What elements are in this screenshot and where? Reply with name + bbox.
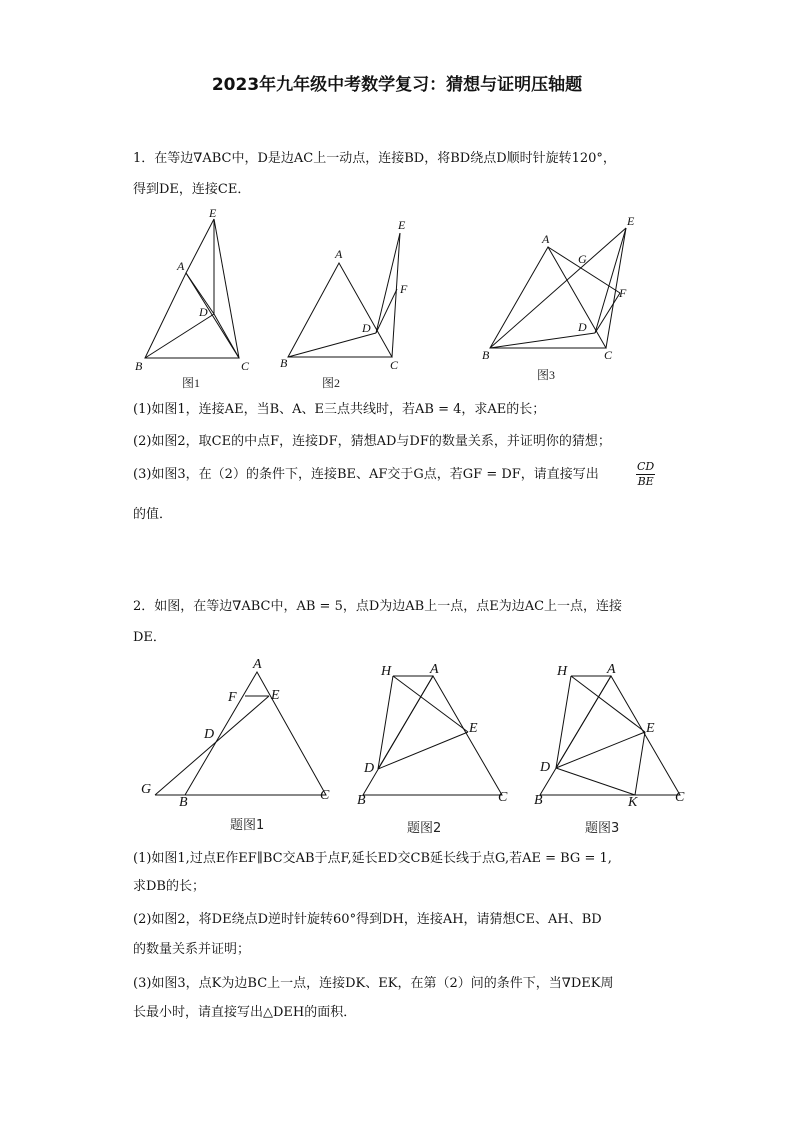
q2f1-label-a: A [253, 657, 262, 672]
q2f3-label-h: H [557, 664, 568, 679]
q1f3-label-a: A [542, 232, 550, 246]
q2f1-label-d: D [204, 727, 215, 742]
q2f2-label-c: C [498, 790, 508, 805]
q1f3-label-e: E [627, 214, 635, 228]
q1f3-label-d: D [578, 320, 587, 334]
q1f3-label-g: G [578, 252, 587, 266]
q1-figure-3 [482, 214, 635, 382]
q2f1-label-b: B [179, 795, 188, 810]
q2-part2-line1: (2)如图2，将DE绕点D逆时针旋转60°得到DH，连接AH，请猜想CE、AH、BD [133, 912, 602, 927]
q2f2-label-a: A [430, 662, 439, 677]
q1f1-triangle-abc [145, 273, 239, 358]
q1f3-label-f: F [619, 286, 627, 300]
q1-fraction-denominator: BE [637, 475, 654, 488]
q2-figure-3 [534, 662, 685, 836]
q1f1-label-c: C [241, 359, 250, 373]
q2-part3-line1: (3)如图3，点K为边BC上一点，连接DK、EK，在第（2）问的条件下，当∇DEK周 [133, 976, 614, 991]
q2f3-label-k: K [628, 795, 638, 810]
q1f1-label-a: A [177, 259, 185, 273]
q2-caption-fig1: 题图1 [230, 818, 265, 833]
q2-part1-line2: 求DB的长； [133, 879, 205, 894]
q2-figures [135, 652, 695, 842]
q1-fraction-numerator: CD [637, 460, 655, 473]
q1f2-label-b: B [280, 356, 288, 370]
q2f1-label-e: E [271, 688, 280, 703]
q2-caption-fig3: 题图3 [585, 821, 620, 836]
q1f3-label-b: B [482, 348, 490, 362]
q1f2-label-d: D [362, 321, 371, 335]
q2-part1-line1: (1)如图1,过点E作EF∥BC交AB于点F,延长ED交CB延长线于点G,若AE = BG = 1, [133, 851, 612, 866]
q1f2-label-a: A [335, 247, 343, 261]
q1-stem-line1: 1．在等边∇ABC中，D是边AC上一动点，连接BD，将BD绕点D顺时针旋转120°， [133, 151, 616, 166]
q1-part1: (1)如图1，连接AE，当B、A、E三点共线时，若AB = 4，求AE的长； [133, 402, 546, 417]
q2f2-label-e: E [469, 721, 478, 736]
q1f1-label-b: B [135, 359, 143, 373]
q1-caption-fig3: 图3 [537, 368, 556, 382]
q1-figures [130, 205, 670, 390]
q2f3-label-d: D [540, 760, 551, 775]
q2f3-label-e: E [646, 721, 655, 736]
q1f2-label-e: E [398, 218, 406, 232]
q2f1-label-g: G [141, 782, 152, 797]
q1-stem-line2: 得到DE，连接CE． [133, 182, 251, 197]
q1-part3: (3)如图3，在（2）的条件下，连接BE、AF交于G点，若GF = DF，请直接写出 [133, 467, 599, 482]
q2-figure-2 [357, 662, 508, 836]
page-title: 2023年九年级中考数学复习：猜想与证明压轴题 [211, 75, 583, 95]
q1-fraction [636, 460, 655, 489]
q2-caption-fig2: 题图2 [407, 821, 442, 836]
q1-figure-1 [135, 206, 250, 390]
q2f3-label-c: C [675, 790, 685, 805]
q1f1-label-e: E [209, 206, 217, 220]
q1-caption-fig2: 图2 [322, 376, 341, 390]
q1-caption-fig1: 图1 [182, 376, 201, 390]
q2f3-label-b: B [534, 793, 543, 808]
q2f2-label-b: B [357, 793, 366, 808]
q1-part2: (2)如图2，取CE的中点F，连接DF，猜想AD与DF的数量关系，并证明你的猜想； [133, 434, 611, 449]
q2-figure-1 [141, 657, 330, 833]
q2-stem-line1: 2．如图，在等边∇ABC中，AB = 5，点D为边AB上一点，点E为边AC上一点，连接 [133, 599, 623, 614]
q1f2-label-c: C [390, 358, 399, 372]
q2f1-label-c: C [320, 788, 330, 803]
q2-part3-line2: 长最小时，请直接写出△DEH的面积． [133, 1005, 357, 1020]
q1f2-label-f: F [400, 282, 408, 296]
q1-part3-end: 的值． [133, 507, 173, 522]
q2f2-label-h: H [381, 664, 392, 679]
q2f1-label-f: F [228, 690, 237, 705]
q2-part2-line2: 的数量关系并证明； [133, 942, 251, 957]
q1-figure-2 [280, 218, 408, 390]
q1f3-label-c: C [604, 348, 613, 362]
q2f3-label-a: A [607, 662, 616, 677]
q2-stem-line2: DE． [133, 630, 166, 645]
q1f1-label-d: D [199, 305, 208, 319]
q2f2-label-d: D [364, 761, 375, 776]
